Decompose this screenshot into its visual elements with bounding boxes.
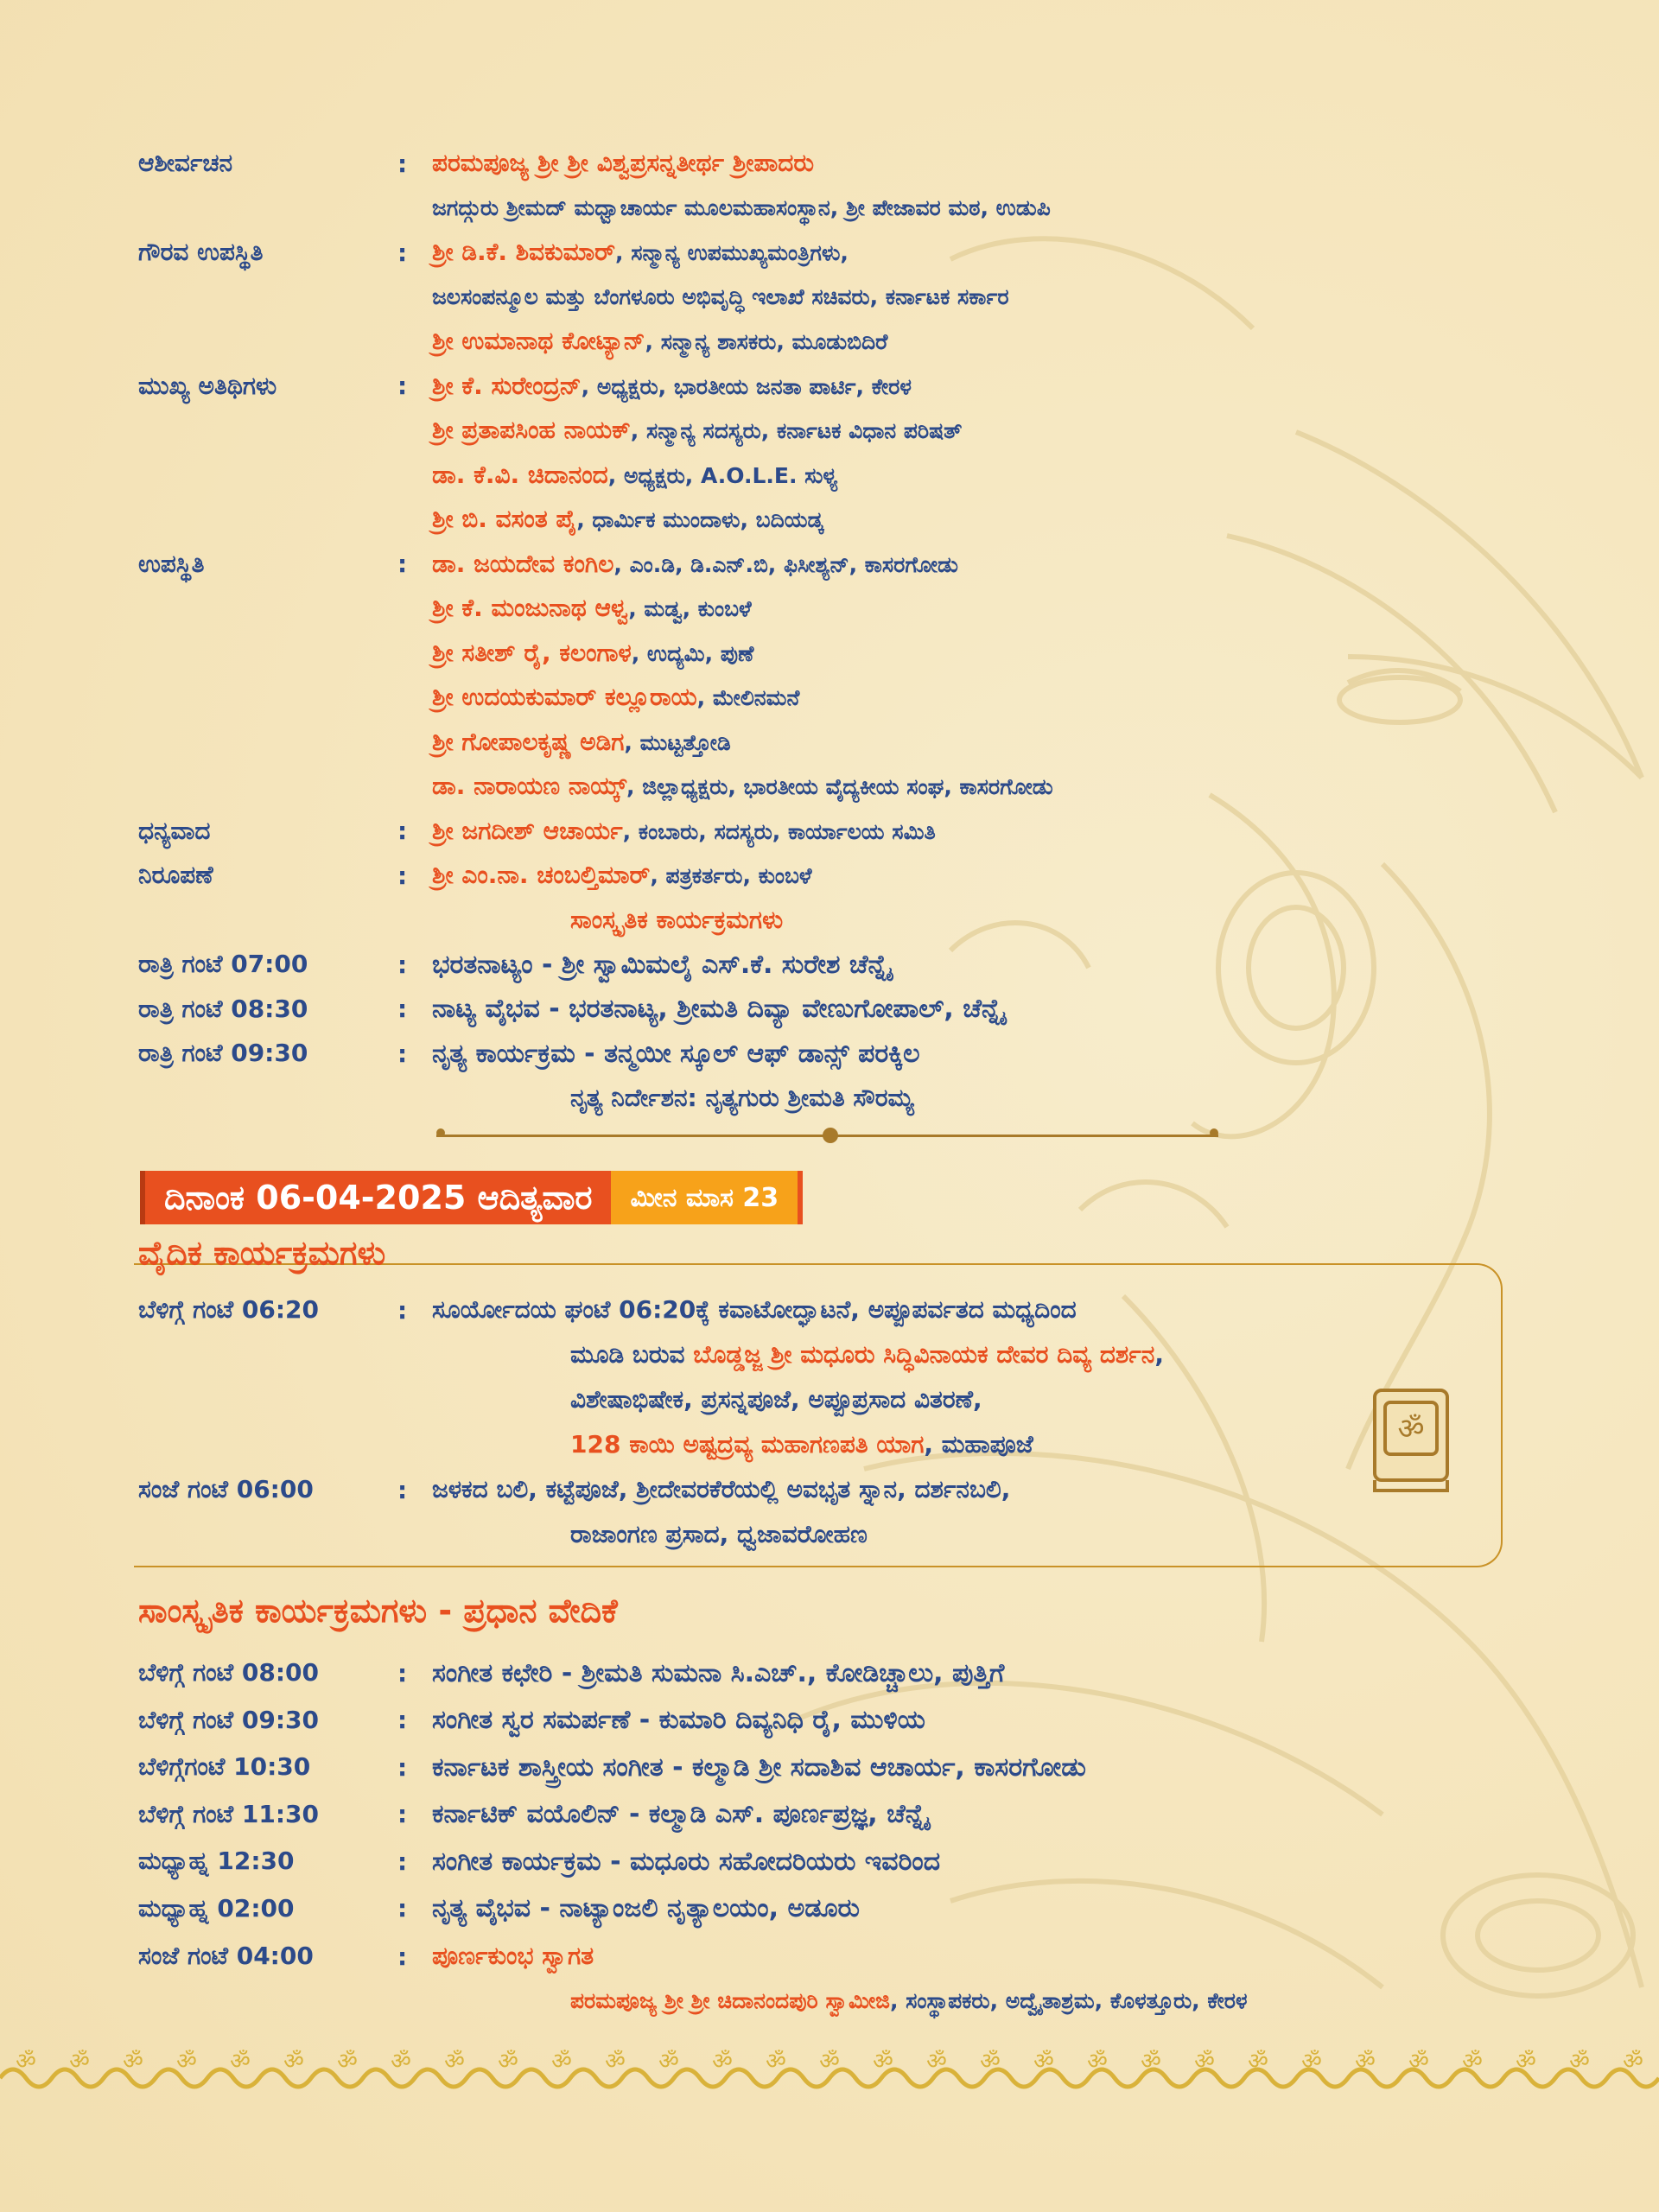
om-symbol: ॐ bbox=[1623, 2049, 1643, 2075]
stage-last-text: ಪೂರ್ಣಕುಂಭ ಸ್ವಾಗತ bbox=[432, 1942, 594, 1970]
vedic-evening-line-2: ರಾಜಾಂಗಣ ಪ್ರಸಾದ, ಧ್ವಜಾವರೋಹಣ bbox=[570, 1520, 868, 1548]
stage-last-guest: ಪರಮಪೂಜ್ಯ ಶ್ರೀ ಶ್ರೀ ಚಿದಾನಂದಪುರಿ ಸ್ವಾಮೀಜಿ, ಸಂಸ್ಥಾಪಕರು, ಅದ್ವೈತಾಶ್ರಮ, ಕೊಳತ್ತೂರು, ಕೇರಳ bbox=[570, 1988, 1248, 2013]
scripture-book-icon bbox=[1370, 1385, 1452, 1497]
stage-time: ಮಧ್ಯಾಹ್ನ 12:30 bbox=[138, 1847, 295, 1875]
row-colon: : bbox=[397, 149, 408, 178]
row-text: ಶ್ರೀ ಬಿ. ವಸಂತ ಪೈ, ಧಾರ್ಮಿಕ ಮುಂದಾಳು, ಬದಿಯಡ್ಕ bbox=[432, 505, 823, 533]
vedic-evening-time: ಸಂಜೆ ಗಂಟೆ 06:00 bbox=[138, 1475, 314, 1503]
vedic-morning-time: ಬೆಳಿಗ್ಗೆ ಗಂಟೆ 06:20 bbox=[138, 1295, 320, 1324]
om-symbol: ॐ bbox=[176, 2049, 197, 2075]
vedic-heading: ವೈದಿಕ ಕಾರ್ಯಕ್ರಮಗಳು bbox=[138, 1234, 386, 1272]
row-text: ಶ್ರೀ ಕೆ. ಸುರೇಂದ್ರನ್, ಅಧ್ಯಕ್ಷರು, ಭಾರತೀಯ ಜನತಾ ಪಾರ್ಟಿ, ಕೇರಳ bbox=[432, 371, 912, 400]
row-colon: : bbox=[397, 861, 408, 890]
stage-text: ಸಂಗೀತ ಸ್ವರ ಸಮರ್ಪಣೆ - ಕುಮಾರಿ ದಿವ್ಯನಿಧಿ ರೈ, ಮುಳಿಯ bbox=[432, 1705, 925, 1735]
stage-heading: ಸಾಂಸ್ಕೃತಿಕ ಕಾರ್ಯಕ್ರಮಗಳು - ಪ್ರಧಾನ ವೇದಿಕೆ bbox=[138, 1592, 618, 1630]
vedic-row-evening-2 bbox=[138, 1512, 1607, 1557]
cultural-time: ರಾತ್ರಿ ಗಂಟೆ 07:00 bbox=[138, 950, 308, 978]
stage-text: ಸಂಗೀತ ಕಛೇರಿ - ಶ್ರೀಮತಿ ಸುಮನಾ ಸಿ.ಎಚ್., ಕೋಡಿಚ್ಚಾಲು, ಪುತ್ತಿಗೆ bbox=[432, 1657, 1005, 1688]
om-symbol: ॐ bbox=[819, 2049, 840, 2075]
om-symbol: ॐ bbox=[1301, 2049, 1322, 2075]
om-symbol: ॐ bbox=[551, 2049, 572, 2075]
stage-time: ಬೆಳಿಗ್ಗೆ ಗಂಟೆ 09:30 bbox=[138, 1705, 320, 1734]
om-symbol: ॐ bbox=[1087, 2049, 1108, 2075]
stage-row: ಮಧ್ಯಾಹ್ನ 02:00 : ನೃತ್ಯ ವೈಭವ - ನಾಟ್ಯಾಂಜಲಿ ನೃತ್ಯಾಲಯಂ, ಅಡೂರು bbox=[138, 1893, 860, 1923]
cultural-text: ಭರತನಾಟ್ಯಂ - ಶ್ರೀ ಸ್ವಾಮಿಮಲೈ ಎಸ್.ಕೆ. ಸುರೇಶ ಚೆನ್ನೈ bbox=[432, 949, 892, 980]
om-symbol: ॐ bbox=[1141, 2049, 1161, 2075]
day1-row bbox=[138, 364, 1607, 409]
row-text: ಶ್ರೀ ಗೋಪಾಲಕೃಷ್ಣ ಅಡಿಗ, ಮುಟ್ಟತ್ತೋಡಿ bbox=[432, 727, 731, 756]
om-symbol: ॐ bbox=[926, 2049, 947, 2075]
stage-row: ಬೆಳಿಗ್ಗೆ ಗಂಟೆ 08:00 : ಸಂಗೀತ ಕಛೇರಿ - ಶ್ರೀಮತಿ ಸುಮನಾ ಸಿ.ಎಚ್., ಕೋಡಿಚ್ಚಾಲು, ಪುತ್ತಿಗೆ bbox=[138, 1657, 1005, 1688]
stage-row: ಬೆಳಿಗ್ಗೆ ಗಂಟೆ 11:30 : ಕರ್ನಾಟಿಕ್ ವಯೊಲಿನ್ - ಕಲ್ಮಾಡಿ ಎಸ್. ಪೂರ್ಣಪ್ರಜ್ಞ, ಚೆನ್ನೈ bbox=[138, 1799, 929, 1829]
row-colon: : bbox=[397, 550, 408, 578]
om-symbol: ॐ bbox=[712, 2049, 733, 2075]
day1-row bbox=[138, 408, 1607, 453]
row-label: ಗೌರವ ಉಪಸ್ಥಿತಿ bbox=[138, 238, 264, 266]
row-text: ಜಲಸಂಪನ್ಮೂಲ ಮತ್ತು ಬೆಂಗಳೂರು ಅಭಿವೃದ್ಧಿ ಇಲಾಖೆ ಸಚಿವರು, ಕರ್ನಾಟಕ ಸರ್ಕಾರ bbox=[432, 283, 1009, 309]
row-text: ಶ್ರೀ ಸತೀಶ್ ರೈ, ಕಲಂಗಾಳ, ಉದ್ಯಮಿ, ಪುಣೆ bbox=[432, 638, 754, 667]
om-symbol: ॐ bbox=[123, 2049, 143, 2075]
om-symbol: ॐ bbox=[1569, 2049, 1590, 2075]
day1-row bbox=[138, 453, 1607, 498]
om-symbol: ॐ bbox=[1516, 2049, 1536, 2075]
day1-row bbox=[138, 141, 1607, 186]
row-text: ಡಾ. ನಾರಾಯಣ ನಾಯ್ಕ್, ಜಿಲ್ಲಾಧ್ಯಕ್ಷರು, ಭಾರತೀಯ ವೈದ್ಯಕೀಯ ಸಂಘ, ಕಾಸರಗೋಡು bbox=[432, 772, 1053, 800]
vedic-morning-line-1: ಸೂರ್ಯೋದಯ ಘಂಟೆ 06:20ಕ್ಕೆ ಕವಾಟೋದ್ಘಾಟನೆ, ಅಪ್ಪೂಪರ್ವತದ ಮಧ್ಯದಿಂದ bbox=[432, 1295, 1077, 1324]
om-symbol: ॐ bbox=[498, 2049, 518, 2075]
section-divider bbox=[436, 1135, 1218, 1137]
decorative-om-border bbox=[0, 2039, 1659, 2108]
om-symbol: ॐ bbox=[69, 2049, 90, 2075]
om-symbol: ॐ bbox=[283, 2049, 304, 2075]
om-symbol: ॐ bbox=[605, 2049, 626, 2075]
day1-row bbox=[138, 275, 1607, 320]
cultural-note: ನೃತ್ಯ ನಿರ್ದೇಶನ: ನೃತ್ಯಗುರು ಶ್ರೀಮತಿ ಸೌರಮ್ಯ bbox=[570, 1083, 915, 1112]
cultural-text: ನೃತ್ಯ ಕಾರ್ಯಕ್ರಮ - ತನ್ಮಯೀ ಸ್ಕೂಲ್ ಆಫ್ ಡಾನ್ಸ್ ಪರಕ್ಕಿಲ bbox=[432, 1038, 920, 1069]
stage-text: ಸಂಗೀತ ಕಾರ್ಯಕ್ರಮ - ಮಧೂರು ಸಹೋದರಿಯರು ಇವರಿಂದ bbox=[432, 1846, 941, 1877]
om-symbol: ॐ bbox=[230, 2049, 251, 2075]
row-text: ಡಾ. ಜಯದೇವ ಕಂಗಿಲ, ಎಂ.ಡಿ, ಡಿ.ಎನ್.ಬಿ, ಫಿಸೀಶ್ಯನ್, ಕಾಸರಗೋಡು bbox=[432, 549, 958, 578]
row-text: ಡಾ. ಕೆ.ವಿ. ಚಿದಾನಂದ, ಅಧ್ಯಕ್ಷರು, A.O.L.E. ಸುಳ್ಯ bbox=[432, 460, 838, 489]
stage-time: ಮಧ್ಯಾಹ್ನ 02:00 bbox=[138, 1893, 295, 1923]
row-colon: : bbox=[397, 372, 408, 400]
vedic-row-morning-2 bbox=[138, 1332, 1607, 1377]
date-banner-main: ದಿನಾಂಕ 06-04-2025 ಆದಿತ್ಯವಾರ bbox=[140, 1171, 611, 1224]
day1-row bbox=[138, 586, 1607, 631]
day1-row bbox=[138, 675, 1607, 720]
row-colon: : bbox=[397, 238, 408, 267]
stage-time: ಬೆಳಿಗ್ಗೆ ಗಂಟೆ 11:30 bbox=[138, 1799, 320, 1828]
day1-row bbox=[138, 720, 1607, 765]
om-symbol: ॐ bbox=[1194, 2049, 1215, 2075]
day1-row bbox=[138, 497, 1607, 542]
om-symbol: ॐ bbox=[1355, 2049, 1376, 2075]
om-symbol: ॐ bbox=[391, 2049, 411, 2075]
stage-text: ನೃತ್ಯ ವೈಭವ - ನಾಟ್ಯಾಂಜಲಿ ನೃತ್ಯಾಲಯಂ, ಅಡೂರು bbox=[432, 1893, 860, 1923]
om-symbol: ॐ bbox=[1462, 2049, 1483, 2075]
day1-row bbox=[138, 809, 1607, 854]
stage-row-last-2 bbox=[138, 1979, 1607, 2024]
book-om-symbol: ॐ bbox=[1397, 1412, 1425, 1446]
om-symbol: ॐ bbox=[766, 2049, 786, 2075]
om-symbol: ॐ bbox=[444, 2049, 465, 2075]
day1-cultural-heading-row bbox=[138, 898, 1607, 943]
row-text: ಶ್ರೀ ಉದಯಕುಮಾರ್ ಕಲ್ಲೂರಾಯ, ಮೇಲಿನಮನೆ bbox=[432, 683, 800, 711]
row-colon: : bbox=[397, 817, 408, 845]
stage-row: ಬೆಳಿಗ್ಗೆ ಗಂಟೆ 09:30 : ಸಂಗೀತ ಸ್ವರ ಸಮರ್ಪಣೆ - ಕುಮಾರಿ ದಿವ್ಯನಿಧಿ ರೈ, ಮುಳಿಯ bbox=[138, 1705, 925, 1735]
day1-row bbox=[138, 631, 1607, 676]
cultural-text: ನಾಟ್ಯ ವೈಭವ - ಭರತನಾಟ್ಯ, ಶ್ರೀಮತಿ ದಿವ್ಯಾ ವೇಣುಗೋಪಾಲ್, ಚೆನ್ನೈ bbox=[432, 994, 1005, 1024]
stage-text: ಕರ್ನಾಟಿಕ್ ವಯೊಲಿನ್ - ಕಲ್ಮಾಡಿ ಎಸ್. ಪೂರ್ಣಪ್ರಜ್ಞ, ಚೆನ್ನೈ bbox=[432, 1799, 929, 1829]
row-text: ಶ್ರೀ ಡಿ.ಕೆ. ಶಿವಕುಮಾರ್, ಸನ್ಮಾನ್ಯ ಉಪಮುಖ್ಯಮಂತ್ರಿಗಳು, bbox=[432, 238, 849, 266]
stage-time: ಬೆಳಿಗ್ಗೆ ಗಂಟೆ 08:00 bbox=[138, 1658, 320, 1687]
cultural-time: ರಾತ್ರಿ ಗಂಟೆ 09:30 bbox=[138, 1039, 308, 1067]
stage-text: ಕರ್ನಾಟಕ ಶಾಸ್ತ್ರೀಯ ಸಂಗೀತ - ಕಲ್ಮಾಡಿ ಶ್ರೀ ಸದಾಶಿವ ಆಚಾರ್ಯ, ಕಾಸರಗೋಡು bbox=[432, 1751, 1086, 1783]
row-text: ಜಗದ್ಗುರು ಶ್ರೀಮದ್ ಮಧ್ವಾಚಾರ್ಯ ಮೂಲಮಹಾಸಂಸ್ಥಾನ, ಶ್ರೀ ಪೇಜಾವರ ಮಠ, ಉಡುಪಿ bbox=[432, 194, 1051, 220]
day1-cultural-row: ರಾತ್ರಿ ಗಂಟೆ 09:30 : ನೃತ್ಯ ಕಾರ್ಯಕ್ರಮ - ತನ್ಮಯೀ ಸ್ಕೂಲ್ ಆಫ್ ಡಾನ್ಸ್ ಪರಕ್ಕಿಲ bbox=[138, 1038, 920, 1069]
stage-row: ಮಧ್ಯಾಹ್ನ 12:30 : ಸಂಗೀತ ಕಾರ್ಯಕ್ರಮ - ಮಧೂರು ಸಹೋದರಿಯರು ಇವರಿಂದ bbox=[138, 1846, 941, 1877]
vedic-morning-line-2: ಮೂಡಿ ಬರುವ ಬೊಡ್ಡಜ್ಜ ಶ್ರೀ ಮಧೂರು ಸಿದ್ಧಿವಿನಾಯಕ ದೇವರ ದಿವ್ಯ ದರ್ಶನ, bbox=[570, 1340, 1164, 1369]
row-label: ಧನ್ಯವಾದ bbox=[138, 816, 211, 845]
row-text: ಶ್ರೀ ಜಗದೀಶ್ ಆಚಾರ್ಯ, ಕಂಬಾರು, ಸದಸ್ಯರು, ಕಾರ್ಯಾಲಯ ಸಮಿತಿ bbox=[432, 816, 936, 845]
vedic-morning-line-3: ವಿಶೇಷಾಭಿಷೇಕ, ಪ್ರಸನ್ನಪೂಜೆ, ಅಪ್ಪೂಪ್ರಸಾದ ವಿತರಣೆ, bbox=[570, 1385, 982, 1414]
day1-cultural-row: ರಾತ್ರಿ ಗಂಟೆ 07:00 : ಭರತನಾಟ್ಯಂ - ಶ್ರೀ ಸ್ವಾಮಿಮಲೈ ಎಸ್.ಕೆ. ಸುರೇಶ ಚೆನ್ನೈ bbox=[138, 949, 892, 980]
date-banner-month: ಮೀನ ಮಾಸ 23 bbox=[611, 1171, 803, 1224]
om-symbol: ॐ bbox=[980, 2049, 1001, 2075]
vedic-morning-line-4: 128 ಕಾಯಿ ಅಷ್ಟದ್ರವ್ಯ ಮಹಾಗಣಪತಿ ಯಾಗ, ಮಹಾಪೂಜೆ bbox=[570, 1430, 1033, 1459]
day1-row bbox=[138, 186, 1607, 231]
om-symbol: ॐ bbox=[658, 2049, 679, 2075]
day1-cultural-note-row bbox=[138, 1076, 1607, 1121]
row-label: ನಿರೂಪಣೆ bbox=[138, 861, 213, 889]
stage-time: ಬೆಳಿಗ್ಗೆಗಂಟೆ 10:30 bbox=[138, 1752, 311, 1781]
row-label: ಮುಖ್ಯ ಅತಿಥಿಗಳು bbox=[138, 371, 277, 400]
stage-last-time: ಸಂಜೆ ಗಂಟೆ 04:00 bbox=[138, 1942, 314, 1970]
row-label: ಆಶೀರ್ವಚನ bbox=[138, 149, 233, 177]
day1-row bbox=[138, 319, 1607, 364]
day1-row bbox=[138, 230, 1607, 275]
day1-row bbox=[138, 853, 1607, 898]
om-symbol: ॐ bbox=[1248, 2049, 1268, 2075]
day1-cultural-row: ರಾತ್ರಿ ಗಂಟೆ 08:30 : ನಾಟ್ಯ ವೈಭವ - ಭರತನಾಟ್ಯ, ಶ್ರೀಮತಿ ದಿವ್ಯಾ ವೇಣುಗೋಪಾಲ್, ಚೆನ್ನೈ bbox=[138, 994, 1005, 1024]
row-text: ಶ್ರೀ ಎಂ.ನಾ. ಚಂಬಲ್ತಿಮಾರ್, ಪತ್ರಕರ್ತರು, ಕುಂಬಳೆ bbox=[432, 861, 812, 889]
row-text: ಶ್ರೀ ಪ್ರತಾಪಸಿಂಹ ನಾಯಕ್, ಸನ್ಮಾನ್ಯ ಸದಸ್ಯರು, ಕರ್ನಾಟಕ ವಿಧಾನ ಪರಿಷತ್ bbox=[432, 416, 963, 444]
om-symbol: ॐ bbox=[16, 2049, 36, 2075]
stage-row: ಬೆಳಿಗ್ಗೆಗಂಟೆ 10:30 : ಕರ್ನಾಟಕ ಶಾಸ್ತ್ರೀಯ ಸಂಗೀತ - ಕಲ್ಮಾಡಿ ಶ್ರೀ ಸದಾಶಿವ ಆಚಾರ್ಯ, ಕಾಸರಗೋಡು bbox=[138, 1751, 1086, 1783]
om-symbol: ॐ bbox=[1408, 2049, 1429, 2075]
day1-row bbox=[138, 542, 1607, 587]
stage-row-last: ಸಂಜೆ ಗಂಟೆ 04:00 : ಪೂರ್ಣಕುಂಭ ಸ್ವಾಗತ bbox=[138, 1942, 594, 1971]
date-banner bbox=[140, 1171, 803, 1224]
om-symbol: ॐ bbox=[873, 2049, 893, 2075]
om-symbol: ॐ bbox=[1033, 2049, 1054, 2075]
row-text: ಶ್ರೀ ಉಮಾನಾಥ ಕೋಟ್ಯಾನ್, ಸನ್ಮಾನ್ಯ ಶಾಸಕರು, ಮೂಡುಬಿದಿರೆ bbox=[432, 327, 888, 355]
row-text: ಪರಮಪೂಜ್ಯ ಶ್ರೀ ಶ್ರೀ ವಿಶ್ವಪ್ರಸನ್ನತೀರ್ಥ ಶ್ರೀಪಾದರು bbox=[432, 149, 815, 177]
row-text: ಶ್ರೀ ಕೆ. ಮಂಜುನಾಥ ಆಳ್ವ, ಮಡ್ವ, ಕುಂಬಳೆ bbox=[432, 594, 752, 622]
day1-cultural-heading: ಸಾಂಸ್ಕೃತಿಕ ಕಾರ್ಯಕ್ರಮಗಳು bbox=[570, 905, 784, 934]
vedic-evening-line-1: ಜಳಕದ ಬಲಿ, ಕಟ್ಟೆಪೂಜೆ, ಶ್ರೀದೇವರಕೆರೆಯಲ್ಲಿ ಅವಭೃತ ಸ್ನಾನ, ದರ್ಶನಬಲಿ, bbox=[432, 1475, 1011, 1503]
vedic-row-morning: ಬೆಳಿಗ್ಗೆ ಗಂಟೆ 06:20 : ಸೂರ್ಯೋದಯ ಘಂಟೆ 06:20ಕ್ಕೆ ಕವಾಟೋದ್ಘಾಟನೆ, ಅಪ್ಪೂಪರ್ವತದ ಮಧ್ಯದಿಂದ bbox=[138, 1295, 1077, 1325]
cultural-time: ರಾತ್ರಿ ಗಂಟೆ 08:30 bbox=[138, 994, 308, 1023]
row-label: ಉಪಸ್ಥಿತಿ bbox=[138, 549, 205, 578]
om-symbol: ॐ bbox=[337, 2049, 358, 2075]
day1-row bbox=[138, 764, 1607, 809]
vedic-row-evening: ಸಂಜೆ ಗಂಟೆ 06:00 : ಜಳಕದ ಬಲಿ, ಕಟ್ಟೆಪೂಜೆ, ಶ್ರೀದೇವರಕೆರೆಯಲ್ಲಿ ಅವಭೃತ ಸ್ನಾನ, ದರ್ಶನಬಲಿ, bbox=[138, 1475, 1011, 1504]
